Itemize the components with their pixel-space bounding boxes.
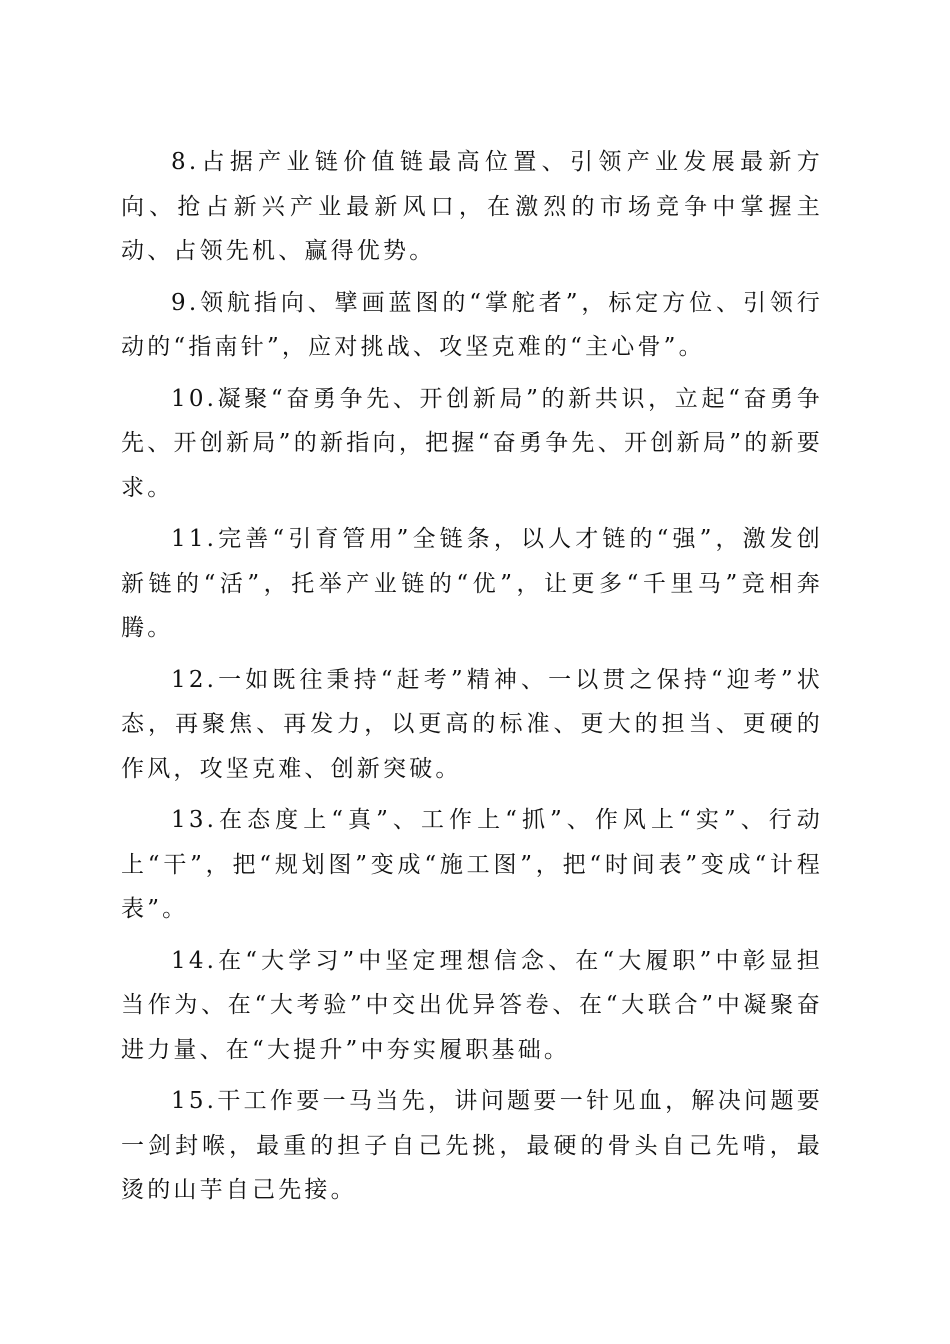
paragraph-10: 10.凝聚“奋勇争先、开创新局”的新共识，立起“奋勇争先、开创新局”的新指向，把握“奋勇争先、开创新局”的新要求。 — [121, 385, 823, 501]
paragraph-14: 14.在“大学习”中坚定理想信念、在“大履职”中彰显担当作为、在“大考验”中交出优异答卷、在“大联合”中凝聚奋进力量、在“大提升”中夯实履职基础。 — [121, 947, 823, 1063]
paragraph-13: 13.在态度上“真”、工作上“抓”、作风上“实”、行动上“干”，把“规划图”变成“施工图”，把“时间表”变成“计程表”。 — [121, 807, 823, 922]
paragraph-15: 15.干工作要一马当先，讲问题要一针见血，解决问题要一剑封喉，最重的担子自己先挑，最硬的骨头自己先啃，最烫的山芋自己先接。 — [121, 1088, 823, 1203]
paragraph-12: 12.一如既往秉持“赶考”精神、一以贯之保持“迎考”状态，再聚焦、再发力，以更高的标准、更大的担当、更硬的作风，攻坚克难、创新突破。 — [121, 666, 823, 782]
paragraph-11: 11.完善“引育管用”全链条，以人才链的“强”，激发创新链的“活”，托举产业链的“优”，让更多“千里马”竞相奔腾。 — [121, 526, 823, 641]
paragraph-9: 9.领航指向、擘画蓝图的“掌舵者”，标定方位、引领行动的“指南针”，应对挑战、攻坚克难的“主心骨”。 — [121, 289, 823, 360]
paragraph-8: 8.占据产业链价值链最高位置、引领产业发展最新方向、抢占新兴产业最新风口，在激烈的市场竞争中掌握主动、占领先机、赢得优势。 — [121, 149, 823, 264]
document-page — [121, 140, 823, 1220]
